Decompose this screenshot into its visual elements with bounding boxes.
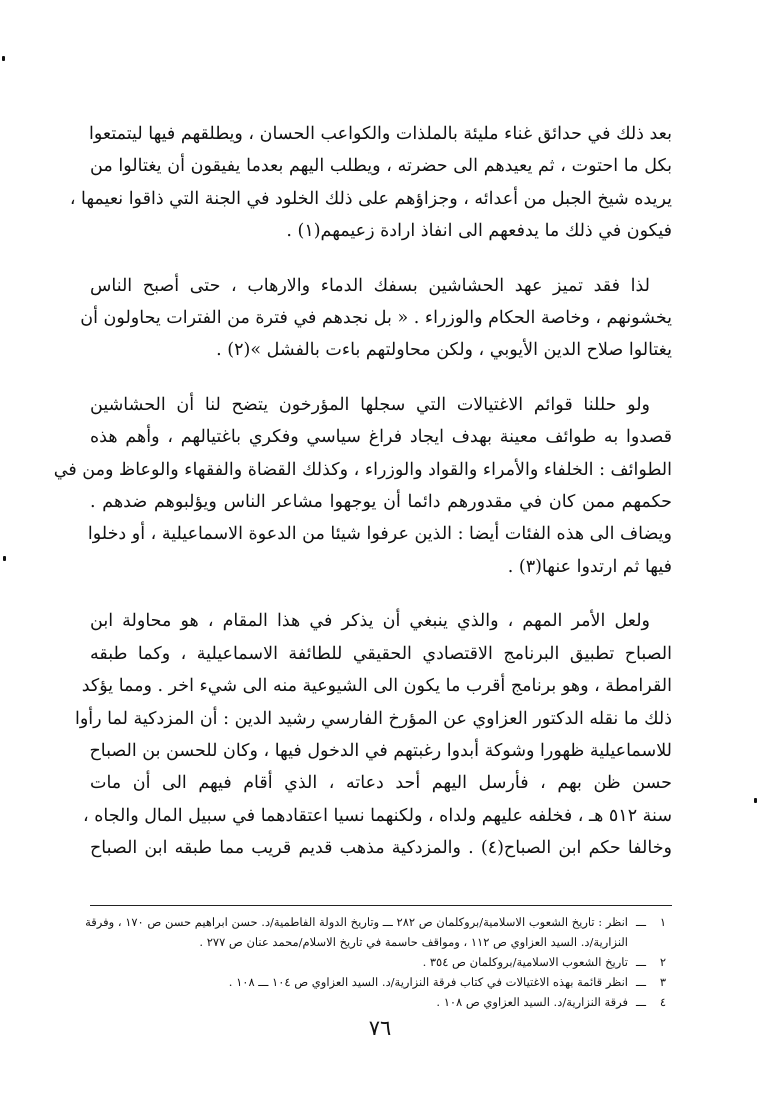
text-line: فيها ثم ارتدوا عنها(٣) . <box>507 556 672 577</box>
text-line: سنة ٥١٢ هـ ، فخلفه عليهم ولداه ، ولكنهما نسيا اعتقادهما في سبيل المال والجاه ، <box>83 805 672 826</box>
footnote-text: انظر : تاريخ الشعوب الاسلامية/بروكلمان ص ٢٨٢ ـــ وتاريخ الدولة الفاطمية/د. حسن ابراهيم حسن ص ١٧٠ ، وفرقة <box>85 915 628 929</box>
text-line: قصدوا به طوائف معينة بهدف ايجاد فراغ سياسي وفكري باغتيالهم ، وأهم هذه <box>90 427 672 448</box>
text-line: ذلك ما نقله الدكتور العزاوي عن المؤرخ الفارسي رشيد الدين : أن المزدكية لما رأوا <box>74 708 672 729</box>
text-line: بعد ذلك في حدائق غناء مليئة بالملذات والكواعب الحسان ، ويطلقهم فيها ليتمتعوا <box>89 124 672 144</box>
body-text <box>53 118 672 887</box>
page-number: ٧٦ <box>368 1016 392 1040</box>
scan-mark <box>3 556 6 561</box>
text-line: الصباح تطبيق البرنامج الاقتصادي الحقيقي للطائفة الاسماعيلية ، وكما طبقه <box>90 643 672 664</box>
footnote-item <box>90 972 672 992</box>
footnote-item <box>90 952 672 972</box>
footnote-text: النزارية/د. السيد العزاوي ص ١١٢ ، ومواقف حاسمة في تاريخ الاسلام/محمد عنان ص ٢٧٧ . <box>199 935 628 949</box>
paragraph <box>69 118 672 248</box>
text-line: يغتالوا صلاح الدين الأيوبي ، ولكن محاولتهم باءت بالفشل »(٢) . <box>216 340 672 361</box>
footnote-dash: ـــ <box>635 975 647 989</box>
footnote-number: ١ <box>659 915 667 929</box>
footnote-number: ٢ <box>659 955 667 969</box>
text-line: الطوائف : الخلفاء والأمراء والقواد والوزراء ، وكذلك القضاة والفقهاء والوعاظ ومن في <box>53 459 672 480</box>
text-line: يريده شيخ الجبل من أعدائه ، وجزاؤهم على ذلك الخلود في الجنة التي ذاقوا نعيمها ، <box>69 188 672 209</box>
footnotes <box>85 912 672 1012</box>
text-line: للاسماعيلية ظهورا وشوكة أبدوا رغبتهم في الدخول فيها ، وكان للحسن بن الصباح <box>89 740 672 761</box>
text-line: حكمهم ممن كان في مقدورهم دائما أن يوجهوا مشاعر الناس ويؤلبوهم ضدهم . <box>90 492 672 513</box>
text-line: ولو حللنا قوائم الاغتيالات التي سجلها المؤرخون يتضح لنا أن الحشاشين <box>90 394 650 415</box>
footnote-item <box>90 992 672 1012</box>
footnote-dash: ـــ <box>635 915 647 929</box>
text-line: بكل ما احتوت ، ثم يعيدهم الى حضرته ، ويطلب اليهم بعدما يفيقون أن يغتالوا من <box>90 156 672 177</box>
footnote-continuation <box>90 932 672 952</box>
footnote-text: فرقة النزارية/د. السيد العزاوي ص ١٠٨ . <box>436 995 628 1009</box>
footnote-divider <box>90 905 672 906</box>
paragraph <box>74 605 672 864</box>
footnote-text: انظر قائمة بهذه الاغتيالات في كتاب فرقة النزارية/د. السيد العزاوي ص ١٠٤ ـــ ١٠٨ . <box>228 975 628 989</box>
paragraph <box>80 270 672 367</box>
text-line: حسن ظن بهم ، فأرسل اليهم أحد دعاته ، الذي أقام فيهم الى أن مات <box>90 773 672 794</box>
text-line: ويضاف الى هذه الفئات أيضا : الذين عرفوا شيئا من الدعوة الاسماعيلية ، أو دخلوا <box>87 524 672 545</box>
text-line: يخشونهم ، وخاصة الحكام والوزراء . « بل نجدهم في فترة من الفترات يحاولون أن <box>80 308 672 329</box>
text-line: فيكون في ذلك ما يدفعهم الى انفاذ ارادة زعيمهم(١) . <box>286 221 672 242</box>
footnote-text: تاريخ الشعوب الاسلامية/بروكلمان ص ٣٥٤ . <box>422 955 628 969</box>
paragraph <box>53 389 672 583</box>
footnote-dash: ـــ <box>635 955 647 969</box>
footnote-dash: ـــ <box>635 995 647 1009</box>
footnote-number: ٣ <box>659 975 667 989</box>
footnote-number: ٤ <box>659 995 667 1009</box>
scan-mark <box>754 798 757 803</box>
text-line: ولعل الأمر المهم ، والذي ينبغي أن يذكر في هذا المقام ، هو محاولة ابن <box>90 611 650 632</box>
footnote-item <box>85 912 672 932</box>
scan-mark <box>2 56 5 61</box>
text-line: وخالفا حكم ابن الصباح(٤) . والمزدكية مذهب قديم قريب مما طبقه ابن الصباح <box>90 838 672 859</box>
text-line: القرامطة ، وهو برنامج أقرب ما يكون الى الشيوعية منه الى شيء اخر . ومما يؤكد <box>81 676 672 697</box>
text-line: لذا فقد تميز عهد الحشاشين بسفك الدماء والارهاب ، حتى أصبح الناس <box>90 275 650 296</box>
